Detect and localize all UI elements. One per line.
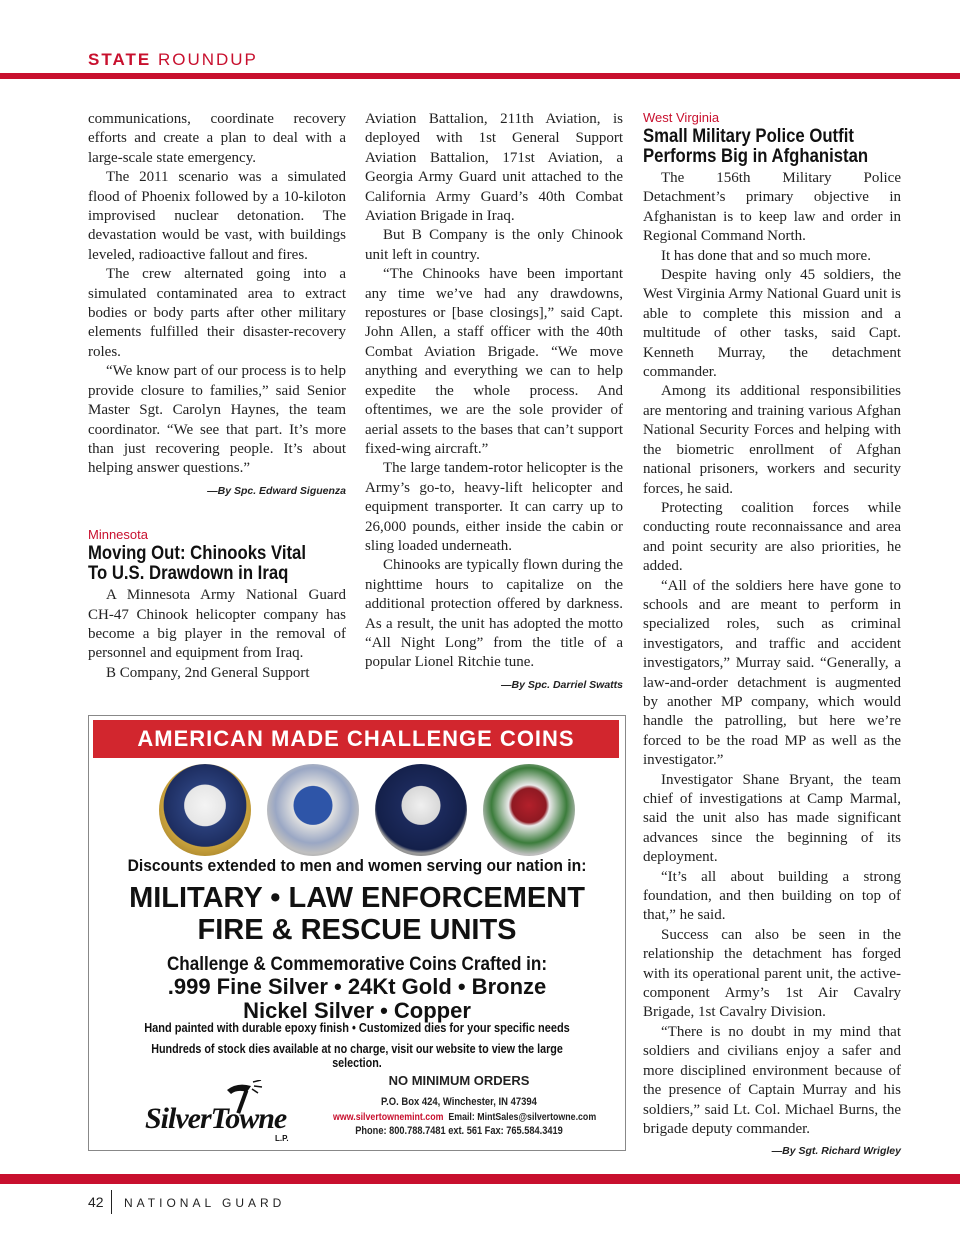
paragraph: A Minnesota Army National Guard CH-47 Chinook helicopter company has become a big player in the removal of personnel and equipment from Iraq. bbox=[88, 587, 346, 662]
paragraph: The 156th Military Police Detachment’s primary objective in Afghanistan is to keep law and order in Regional Command North. bbox=[643, 170, 901, 245]
section-header: STATE ROUNDUP bbox=[88, 50, 258, 69]
paragraph: “There is no doubt in my mind that soldiers and civilians enjoy a safer and more disciplined environment because of the presence of Captain Murray and his soldiers,” said Lt. Col. Michael Burns, the brigade deputy commander. bbox=[643, 1023, 901, 1137]
byline: —By Spc. Edward Siguenza bbox=[207, 484, 346, 497]
paragraph: It has done that and so much more. bbox=[661, 247, 871, 264]
story-headline: Moving Out: Chinooks Vital To U.S. Drawdown in Iraq bbox=[88, 543, 306, 585]
magazine-title: NATIONAL GUARD bbox=[124, 1196, 286, 1210]
coin-air-force-icon bbox=[159, 764, 251, 856]
paragraph: The 2011 scenario was a simulated flood of Phoenix followed by a 10-kiloton improvised nuclear detonation. The devastation would be vast, with buildings leveled, radioactive fallout and fires. bbox=[88, 169, 346, 263]
header-rule bbox=[0, 73, 960, 79]
paragraph: B Company, 2nd General Support bbox=[106, 664, 310, 681]
ad-metals-line-1: .999 Fine Silver • 24Kt Gold • Bronze bbox=[167, 974, 547, 999]
paragraph: The large tandem-rotor helicopter is the Army’s go-to, heavy-lift helicopter and equipment transporter. It can carry up to 26,000 pounds, either inside the cabin or sling loaded underneath. bbox=[365, 460, 623, 554]
ad-big-line-1: MILITARY • LAW ENFORCEMENT bbox=[129, 882, 585, 914]
state-label: Minnesota bbox=[88, 527, 148, 543]
paragraph: Investigator Shane Bryant, the team chief of investigations at Camp Marmal, said the unit also has made significant advances since the beginning of its deployment. bbox=[643, 771, 901, 866]
paragraph: Among its additional responsibilities are mentoring and training various Afghan National Security Forces and helping with the biometric enrollment of Afghan national prisoners, workers and security forces, he said. bbox=[643, 383, 901, 497]
ad-fine-print-1: Hand painted with durable epoxy finish • Customized dies for your specific needs bbox=[144, 1021, 570, 1035]
ad-metals-line-2: Nickel Silver • Copper bbox=[243, 998, 471, 1023]
ad-banner: AMERICAN MADE CHALLENGE COINS bbox=[93, 720, 619, 758]
paragraph: Chinooks are typically flown during the nighttime hours to capitalize on the additional protection offered by darkness. As a result, the unit has adopted the motto “All Night Long” from the title of a popular Lionel Ritchie tune. bbox=[365, 557, 623, 671]
paragraph: Protecting coalition forces while conducting route reconnaissance and area and point security are also priorities, he added. bbox=[643, 499, 901, 575]
column-3 bbox=[643, 110, 901, 1162]
paragraph: “All of the soldiers here have gone to schools and are meant to perform in specialized roles, such as criminal investigators, and traffic and accident investigators,” Murray said. “Generally, a law-and-order detachment is augmented by another MP company, which would handle the patrolling, but here we’re forced to be the road MP as well as the investigator.” bbox=[643, 577, 901, 769]
paragraph: Success can also be seen in the relationship the detachment has forged with its operational parent unit, the active-component Army’s 1st Air Cavalry Brigade, 1st Cavalry Division. bbox=[643, 926, 901, 1021]
web-email-line bbox=[333, 1111, 597, 1123]
column-1 bbox=[88, 110, 346, 683]
column-2 bbox=[365, 110, 623, 695]
coin-flags-icon bbox=[267, 764, 359, 856]
page-number: 42 bbox=[88, 1194, 104, 1210]
address: P.O. Box 424, Winchester, IN 47394 bbox=[381, 1096, 537, 1108]
website-link[interactable]: www.silvertownemint.com bbox=[333, 1111, 444, 1123]
paragraph: The crew alternated going into a simulated contaminated area to extract bodies or body parts after other military elements fulfilled their disaster-recovery roles. bbox=[88, 266, 346, 360]
silvertowne-logo bbox=[145, 1088, 295, 1148]
min-orders: NO MINIMUM ORDERS bbox=[388, 1073, 530, 1088]
brand-suffix: L.P. bbox=[275, 1134, 289, 1143]
ad-crafted-line: Challenge & Commemorative Coins Crafted in: bbox=[166, 954, 548, 975]
footer-divider bbox=[111, 1190, 112, 1214]
coin-phoenix-icon bbox=[483, 764, 575, 856]
byline: —By Spc. Darriel Swatts bbox=[501, 678, 623, 691]
paragraph: Aviation Battalion, 211th Aviation, is deployed with 1st General Support Aviation Battalion, 171st Aviation, a Georgia Army Guard unit attached to the California Army Guard’s 40th Combat Aviation Brigade in Iraq. bbox=[365, 111, 623, 225]
coin-special-forces-icon bbox=[375, 764, 467, 856]
ad-big-line-2: FIRE & RESCUE UNITS bbox=[197, 914, 517, 946]
phone-fax: Phone: 800.788.7481 ext. 561 Fax: 765.584.3419 bbox=[355, 1125, 563, 1137]
story-headline: Small Military Police Outfit Performs Big in Afghanistan bbox=[643, 126, 869, 167]
footer-rule bbox=[0, 1174, 960, 1184]
paragraph: “The Chinooks have been important any time we’ve had any drawdowns, repostures or [base closings],” said Capt. John Allen, a staff officer with the 40th Combat Aviation Brigade. “We move anything and everything we can to help expedite the whole process. And oftentimes, we are the sole provider of aerial assets to the bases that can’t support fixed-wing aircraft.” bbox=[365, 266, 623, 457]
ad-contact bbox=[309, 1073, 609, 1137]
coin-images bbox=[159, 764, 579, 859]
ad-discount-line: Discounts extended to men and women serving our nation in: bbox=[127, 856, 587, 875]
paragraph: “It’s all about building a strong foundation, and then building on top of that,” he said. bbox=[643, 868, 901, 924]
brand-wordmark: SilverTowne bbox=[145, 1102, 287, 1135]
byline: —By Sgt. Richard Wrigley bbox=[771, 1145, 901, 1158]
ad-fine-print-2: Hundreds of stock dies available at no charge, visit our website to view the large selection. bbox=[151, 1042, 563, 1070]
paragraph: But B Company is the only Chinook unit left in country. bbox=[365, 227, 623, 263]
paragraph: communications, coordinate recovery efforts and create a plan to deal with a large-scale state emergency. bbox=[88, 111, 346, 166]
paragraph: Despite having only 45 soldiers, the West Virginia Army National Guard unit is able to complete this mission and a multitude of other tasks, said Capt. Kenneth Murray, the detachment commander. bbox=[643, 267, 901, 381]
paragraph: “We know part of our process is to help provide closure to families,” said Senior Master Sgt. Carolyn Haynes, the team coordinator. “We see that part. It’s more than just recovering people. It’s about helping answer questions.” bbox=[88, 363, 346, 477]
advertisement[interactable] bbox=[88, 715, 626, 1151]
state-label: West Virginia bbox=[643, 110, 720, 125]
email-link[interactable]: Email: MintSales@silvertowne.com bbox=[448, 1111, 597, 1123]
